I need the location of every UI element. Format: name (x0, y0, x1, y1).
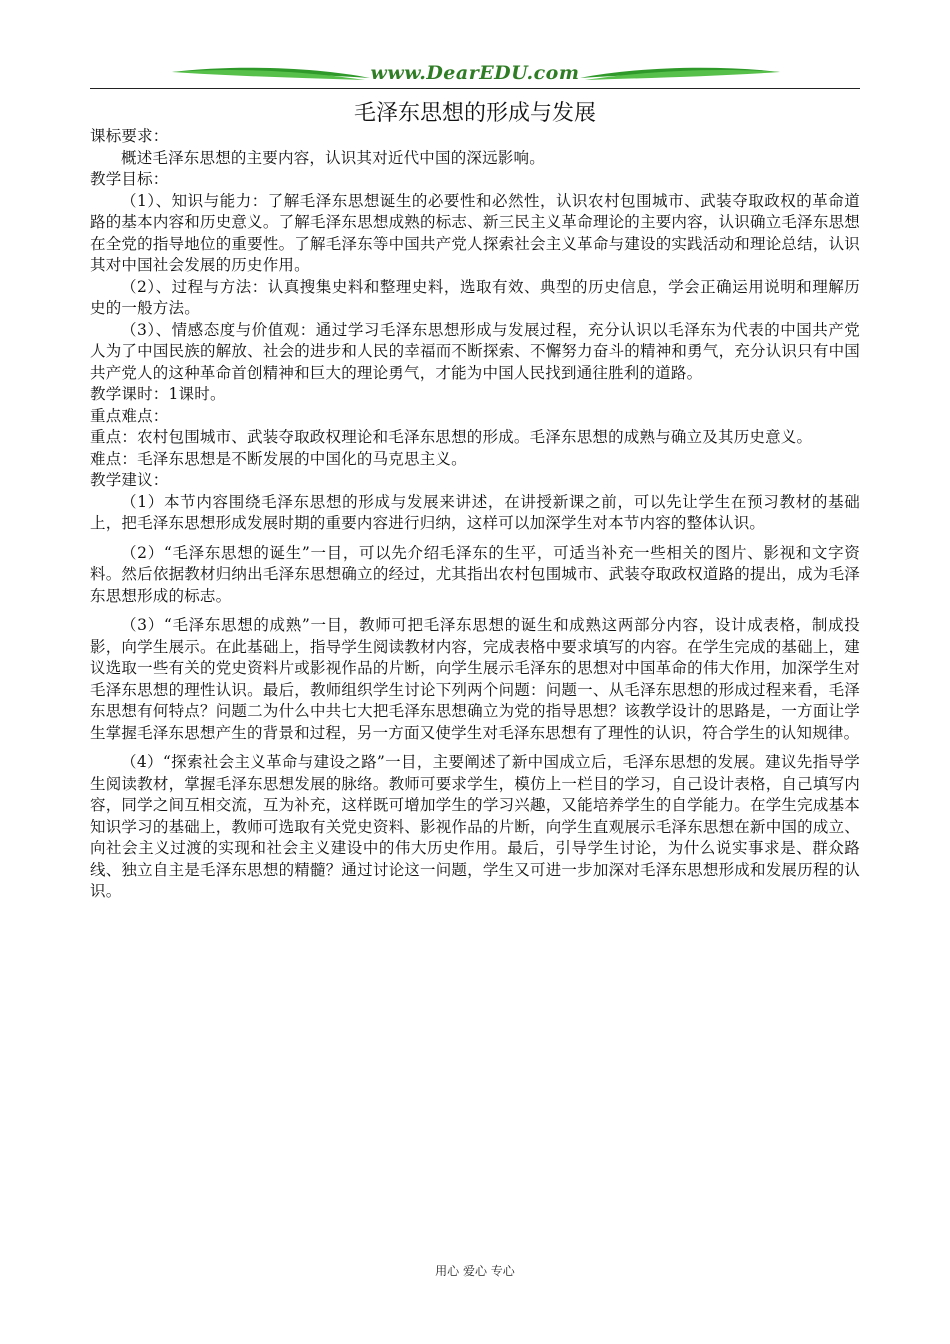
page-title: 毛泽东思想的形成与发展 (353, 101, 596, 126)
section-heading: 教学课时：1课时。 (90, 385, 226, 403)
section-heading: 重点难点： (90, 406, 169, 425)
paragraph: 重点：农村包围城市、武装夺取政权理论和毛泽东思想的形成。毛泽东思想的成熟与确立及其历史意义。 (90, 428, 813, 446)
paragraph: （1）、知识与能力：了解毛泽东思想诞生的必要性和必然性，认识农村包围城市、武装夺取政权的革命道路的基本内容和历史意义。了解毛泽东思想成熟的标志、新三民主义革命理论的主要内容，认识确立毛泽东思想在全党的指导地位的重要性。了解毛泽东等中国共产党人探索社会主义革命与建设的实践活动和理论总结，认识其对中国社会发展的历史作用。 (90, 191, 860, 274)
paragraph: （4）“探索社会主义革命与建设之路”一目，主要阐述了新中国成立后，毛泽东思想的发展。建议先指导学生阅读教材，掌握毛泽东思想发展的脉络。教师可要求学生，模仿上一栏目的学习，自己设计表格，自己填写内容，同学之间互相交流，互为补充，这样既可增加学生的学习兴趣，又能培养学生的自学能力。在学生完成基本知识学习的基础上，教师可选取有关党史资料、影视作品的片断，向学生直观展示毛泽东思想在新中国的成立、向社会主义过渡的实现和社会主义建设中的伟大历史作用。最后，引导学生讨论，为什么说实事求是、群众路线、独立自主是毛泽东思想的精髓？通过讨论这一问题，学生又可进一步加深对毛泽东思想形成和发展历程的认识。 (90, 753, 860, 900)
page-footer: 用心 爱心 专心 (435, 1264, 515, 1278)
paragraph: （2）、过程与方法：认真搜集史料和整理史料，选取有效、典型的历史信息，学会正确运用说明和理解历史的一般方法。 (90, 277, 860, 317)
paragraph: （2）“毛泽东思想的诞生”一目，可以先介绍毛泽东的生平，可适当补充一些相关的图片、影视和文字资料。然后依据教材归纳出毛泽东思想确立的经过，尤其指出农村包围城市、武装夺取政权道路的提出，成为毛泽东思想形成的标志。 (90, 543, 860, 605)
paragraph: （3）“毛泽东思想的成熟”一目，教师可把毛泽东思想的诞生和成熟这两部分内容，设计成表格，制成投影，向学生展示。在此基础上，指导学生阅读教材内容，完成表格中要求填写的内容。在学生完成的基础上，建议选取一些有关的党史资料片或影视作品的片断，向学生展示毛泽东的思想对中国革命的伟大作用，加深学生对毛泽东思想的理性认识。最后，教师组织学生讨论下列两个问题：问题一、从毛泽东思想的形成过程来看，毛泽东思想有何特点？问题二为什么中共七大把毛泽东思想确立为党的指导思想？该教学设计的思路是，一方面让学生掌握毛泽东思想产生的背景和过程，另一方面又使学生对毛泽东思想有了理性的认识，符合学生的认知规律。 (90, 616, 860, 742)
header-divider (90, 88, 860, 89)
paragraph: 概述毛泽东思想的主要内容，认识其对近代中国的深远影响。 (121, 148, 545, 167)
paragraph: （1）本节内容围绕毛泽东思想的形成与发展来讲述，在讲授新课之前，可以先让学生在预习教材的基础上，把毛泽东思想形成发展时期的重要内容进行归纳，这样可以加深学生对本节内容的整体认识。 (90, 492, 860, 532)
section-heading: 课标要求： (90, 127, 169, 145)
document-body (90, 126, 860, 903)
section-heading: 教学目标： (90, 170, 169, 188)
site-url: www.DearEDU.com (370, 62, 580, 84)
paragraph: （3）、情感态度与价值观：通过学习毛泽东思想形成与发展过程，充分认识以毛泽东为代表的中国共产党人为了中国民族的解放、社会的进步和人民的幸福而不断探索、不懈努力奋斗的精神和勇气，充分认识只有中国共产党人的这种革命首创精神和巨大的理论勇气，才能为中国人民找到通往胜利的道路。 (90, 320, 860, 382)
paragraph: 难点：毛泽东思想是不断发展的中国化的马克思主义。 (90, 449, 467, 468)
section-heading: 教学建议： (90, 471, 169, 489)
site-header (90, 58, 860, 92)
